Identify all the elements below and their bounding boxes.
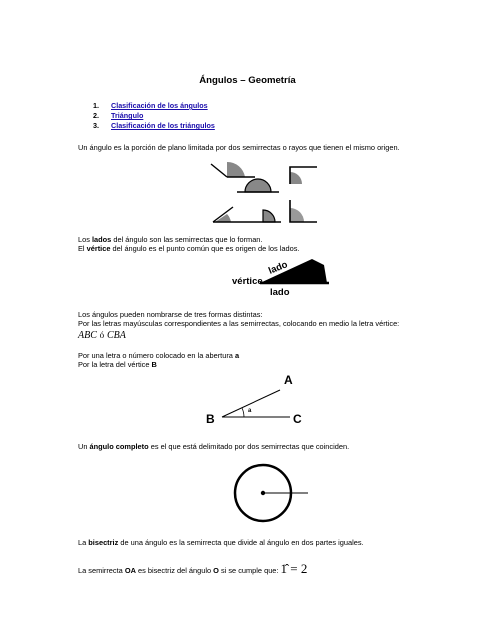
angle-sector	[227, 162, 245, 177]
vertex-sides-figure	[232, 252, 332, 298]
toc-item[interactable]: 1. Clasificación de los ángulos	[93, 101, 208, 110]
definition-text: Un ángulo es la porción de plano limitada por dos semirrectas o rayos que tienen el mismo origen.	[78, 143, 400, 152]
vertice-text: El vértice del ángulo es el punto común que es origen de los lados.	[78, 244, 300, 253]
toc-item[interactable]: 2. Triángulo	[93, 111, 144, 121]
toc-link-clasificacion-angulos[interactable]: Clasificación de los ángulos	[111, 101, 208, 110]
table-of-contents	[93, 101, 215, 132]
angle-arc	[242, 408, 244, 417]
lado-label-top: lado	[267, 259, 290, 277]
lado-label-bottom: lado	[270, 287, 290, 298]
bisectriz-condition: La semirrecta OA es bisectriz del ángulo O si se cumple que: 1̂ = 2	[78, 561, 308, 576]
naming-expression: ABC ó CBA	[78, 330, 126, 341]
equation: 1̂ = 2	[280, 561, 308, 576]
straight-angle-sector	[245, 179, 271, 192]
angle-examples-figure	[205, 162, 325, 234]
vertice-label: vértice	[232, 276, 263, 287]
angle-sector	[263, 210, 275, 222]
label-C: C	[293, 412, 302, 426]
complete-angle-figure	[232, 462, 312, 528]
lados-text: Los lados del ángulo son las semirrectas que lo forman.	[78, 235, 263, 244]
toc-link-clasificacion-triangulos[interactable]: Clasificación de los triángulos	[111, 121, 215, 131]
naming-by-letter: Por una letra o número colocado en la abertura a	[78, 351, 240, 360]
page-title: Ángulos – Geometría	[199, 75, 296, 86]
naming-by-vertex: Por la letra del vértice B	[78, 360, 157, 369]
abc-angle-figure	[204, 372, 314, 428]
angle-ray	[211, 164, 227, 177]
angle-sector	[290, 208, 304, 222]
naming-intro: Los ángulos pueden nombrarse de tres formas distintas:	[78, 310, 263, 319]
label-A: A	[284, 373, 293, 387]
naming-letters: Por las letras mayúsculas correspondientes a las semirrectas, colocando en medio la letra vértice:	[78, 319, 400, 328]
label-a: a	[248, 408, 252, 414]
toc-item[interactable]: 3. Clasificación de los triángulos	[93, 121, 215, 131]
toc-link-triangulo[interactable]: Triángulo	[111, 111, 144, 121]
bisectriz-text: La bisectriz de una ángulo es la semirrecta que divide al ángulo en dos partes iguales.	[78, 538, 364, 547]
angle-sector	[290, 172, 302, 184]
label-B: B	[206, 412, 215, 426]
complete-angle-text: Un ángulo completo es el que está delimitado por dos semirrectas que coinciden.	[78, 442, 350, 451]
